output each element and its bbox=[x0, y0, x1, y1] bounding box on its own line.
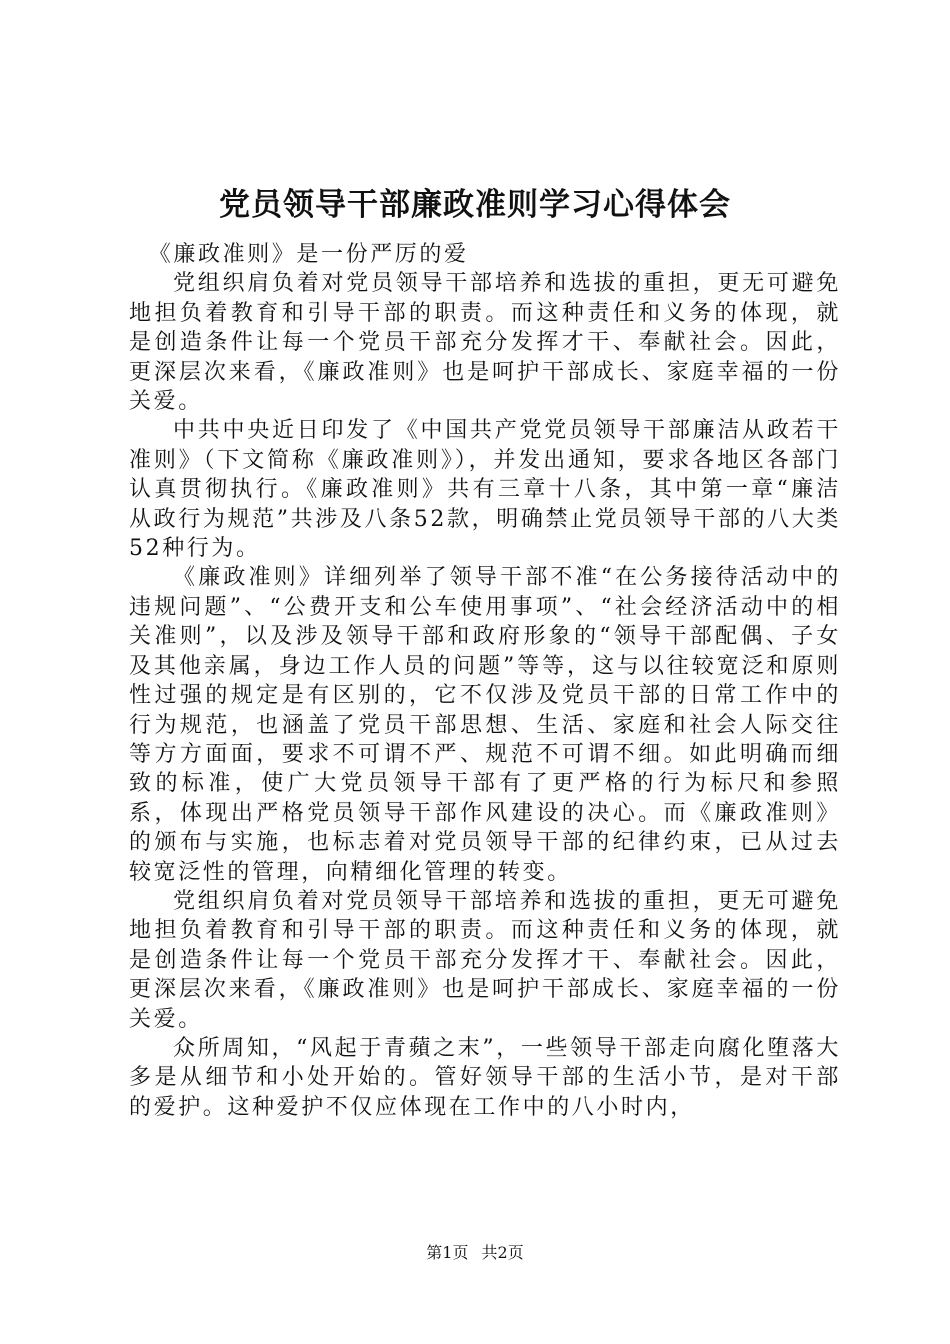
document-title: 党员领导干部廉政准则学习心得体会 bbox=[219, 187, 731, 223]
paragraph: 中共中央近日印发了《中国共产党党员领导干部廉洁从政若干准则》（下文简称《廉政准则》），并发出通知，要求各地区各部门认真贯彻执行。《廉政准则》共有三章十八条，其中第一章“廉洁从政行为规范”共涉及八条52款，明确禁止党员领导干部的八大类52种行为。 bbox=[129, 418, 841, 562]
section-subheading: 《廉政准则》是一份严厉的爱 bbox=[148, 242, 469, 267]
page-number: 第1页 bbox=[426, 1243, 469, 1262]
paragraph: 党组织肩负着对党员领导干部培养和选拔的重担，更无可避免地担负着教育和引导干部的职责。而这种责任和义务的体现，就是创造条件让每一个党员干部充分发挥才干、奉献社会。因此，更深层次来看，《廉政准则》也是呵护干部成长、家庭幸福的一份关爱。 bbox=[129, 888, 841, 1032]
page-footer bbox=[0, 1242, 950, 1264]
paragraph: 众所周知，“风起于青蘋之末”，一些领导干部走向腐化堕落大多是从细节和小处开始的。管好领导干部的生活小节，是对干部的爱护。这种爱护不仅应体现在工作中的八小时内， bbox=[129, 1035, 841, 1120]
paragraph: 《廉政准则》详细列举了领导干部不准“在公务接待活动中的违规问题”、“公费开支和公车使用事项”、“社会经济活动中的相关准则”，以及涉及领导干部和政府形象的“领导干部配偶、子女及其他亲属，身边工作人员的问题”等等，这与以往较宽泛和原则性过强的规定是有区别的，它不仅涉及党员干部的日常工作中的行为规范，也涵盖了党员干部思想、生活、家庭和社会人际交往等方方面面，要求不可谓不严、规范不可谓不细。如此明确而细致的标准，使广大党员领导干部有了更严格的行为标尺和参照系，体现出严格党员领导干部作风建设的决心。而《廉政准则》的颁布与实施，也标志着对党员领导干部的纪律约束，已从过去较宽泛性的管理，向精细化管理的转变。 bbox=[129, 565, 841, 885]
document-body bbox=[129, 240, 841, 1122]
page-total: 共2页 bbox=[481, 1243, 524, 1262]
paragraph: 党组织肩负着对党员领导干部培养和选拔的重担，更无可避免地担负着教育和引导干部的职责。而这种责任和义务的体现，就是创造条件让每一个党员干部充分发挥才干、奉献社会。因此，更深层次来看，《廉政准则》也是呵护干部成长、家庭幸福的一份关爱。 bbox=[129, 271, 841, 415]
